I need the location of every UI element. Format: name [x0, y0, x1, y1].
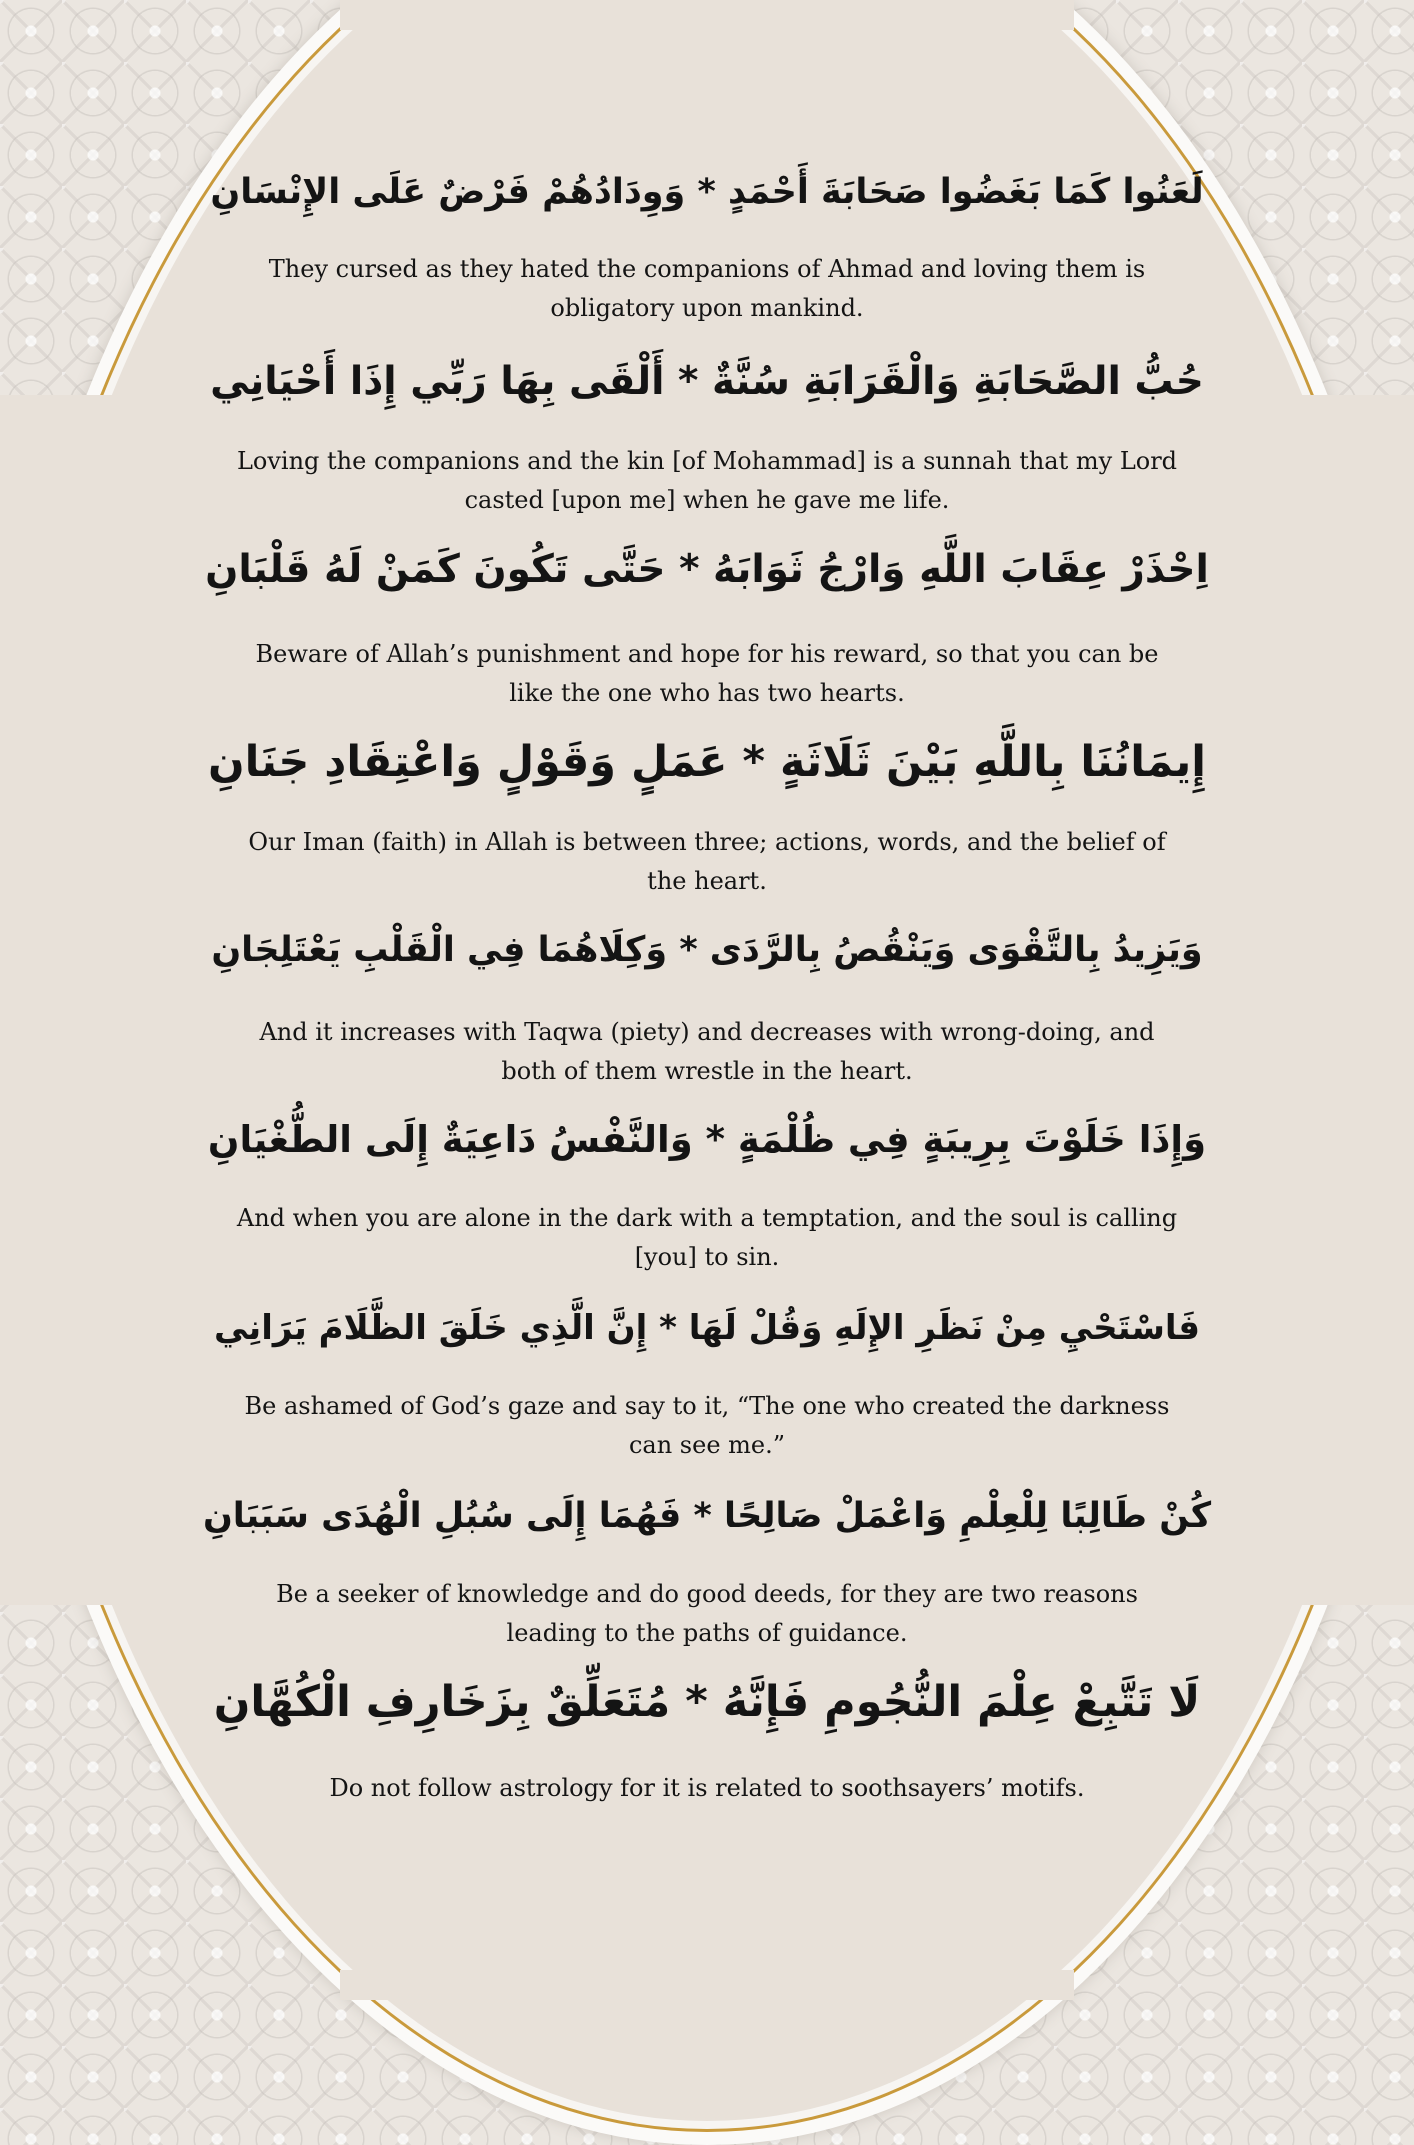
verse-7-translation: Be ashamed of God’s gaze and say to it, “The one who created the darkness can see me.”	[244, 1392, 1170, 1459]
verse-7-arabic: فَاسْتَحْيِ مِنْ نَظَرِ الإِلَهِ وَقُلْ لَهَا * إِنَّ الَّذِي خَلَقَ الظَّلَامَ يَرَانِي	[214, 1308, 1200, 1348]
verse-1-translation: They cursed as they hated the companions of Ahmad and loving them is obligatory upon mankind.	[268, 255, 1146, 322]
verse-5-translation: And it increases with Taqwa (piety) and decreases with wrong-doing, and both of them wrestle in the heart.	[259, 1018, 1155, 1085]
verse-5-arabic: وَيَزِيدُ بِالتَّقْوَى وَيَنْقُصُ بِالرَّدَى * وَكِلَاهُمَا فِي الْقَلْبِ يَعْتَلِجَانِ	[211, 930, 1203, 970]
verse-8-translation: Be a seeker of knowledge and do good deeds, for they are two reasons leading to the paths of guidance.	[276, 1580, 1138, 1647]
verse-1-arabic: لَعَنُوا كَمَا بَغَضُوا صَحَابَةَ أَحْمَدٍ * وَوِدَادُهُمْ فَرْضٌ عَلَى الإِنْسَانِ	[210, 172, 1204, 212]
verse-6-arabic: وَإِذَا خَلَوْتَ بِرِيبَةٍ فِي ظُلْمَةٍ * وَالنَّفْسُ دَاعِيَةٌ إِلَى الطُّغْيَانِ	[207, 1118, 1207, 1161]
verse-4-arabic: إِيمَانُنَا بِاللَّهِ بَيْنَ ثَلَاثَةٍ * عَمَلٍ وَقَوْلٍ وَاعْتِقَادِ جَنَانِ	[207, 737, 1207, 787]
verse-9-arabic: لَا تَتَّبِعْ عِلْمَ النُّجُومِ فَإِنَّهُ * مُتَعَلِّقٌ بِزَخَارِفِ الْكُهَّانِ	[213, 1677, 1201, 1727]
verse-6-translation: And when you are alone in the dark with a temptation, and the soul is calling [you] to sin.	[236, 1204, 1178, 1271]
verse-3-arabic: اِحْذَرْ عِقَابَ اللَّهِ وَارْجُ ثَوَابَهُ * حَتَّى تَكُونَ كَمَنْ لَهُ قَلْبَانِ	[205, 547, 1209, 592]
verse-2-translation: Loving the companions and the kin [of Mohammad] is a sunnah that my Lord casted [upon me] when he gave me life.	[236, 447, 1178, 514]
verse-2-arabic: حُبُّ الصَّحَابَةِ وَالْقَرَابَةِ سُنَّةٌ * أَلْقَى بِهَا رَبِّي إِذَا أَحْيَانِي	[210, 359, 1204, 404]
verse-3-translation: Beware of Allah’s punishment and hope for his reward, so that you can be like the one who has two hearts.	[255, 640, 1159, 707]
verse-4-translation: Our Iman (faith) in Allah is between three; actions, words, and the belief of the heart.	[248, 828, 1166, 895]
verse-9-translation: Do not follow astrology for it is related to soothsayers’ motifs.	[329, 1774, 1085, 1802]
verse-8-arabic: كُنْ طَالِبًا لِلْعِلْمِ وَاعْمَلْ صَالِحًا * فَهُمَا إِلَى سُبُلِ الْهُدَى سَبَبَانِ	[202, 1496, 1212, 1536]
